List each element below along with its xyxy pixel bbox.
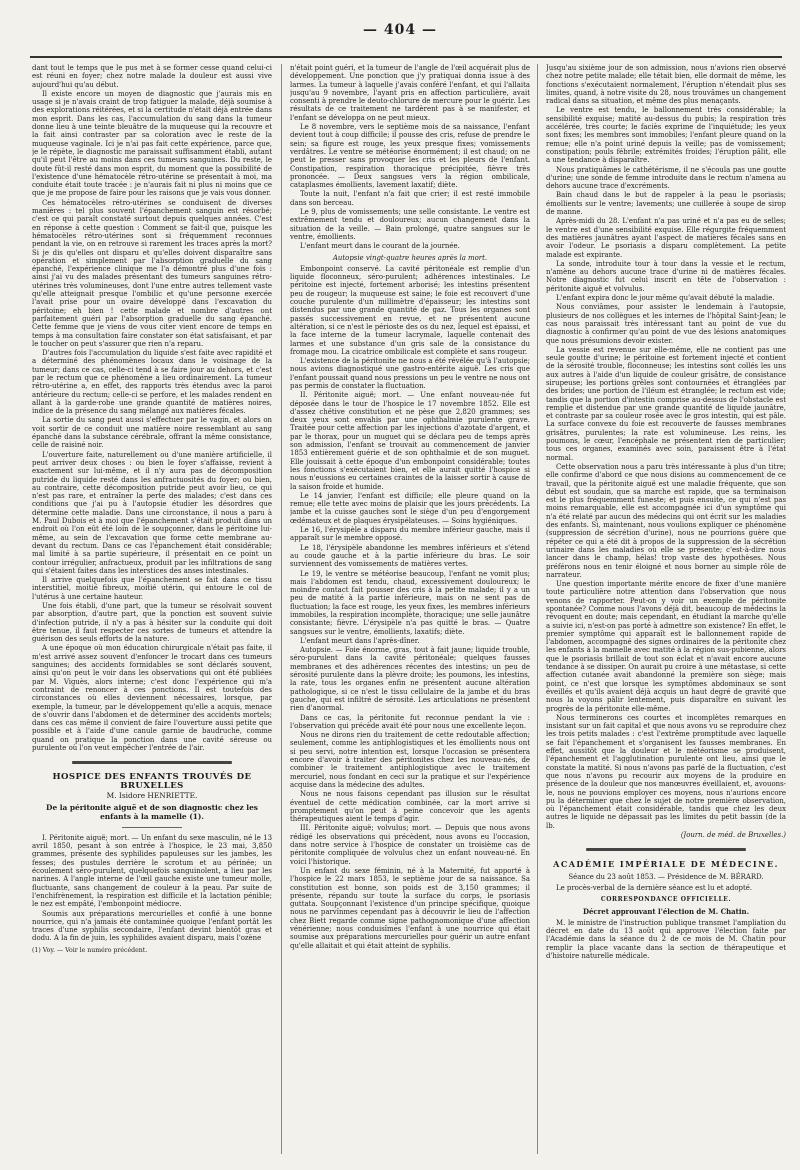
column-separator — [537, 64, 538, 1154]
paragraph: Il arrive quelquefois que l'épanchement se fait dans ce tissu interstitiel, moitié fibreux, moitié utérin, qui entoure le col de l'utérus à une certaine hauteur. — [32, 576, 272, 601]
journal-reference: (Journ. de méd. de Bruxelles.) — [680, 831, 786, 840]
paragraph: n'était point guéri, et la tumeur de l'angle de l'œil acquérait plus de développement. Une ponction que j'y pratiquai donna issue à des larmes. La tumeur à laquelle j'avais conféré l'enfant, et qui l'allaita jusqu'au 9 novembre, l'ayant pris en affection particulière, avait consenti à prendre le deuto-chlorure de mercure pour le guérir. Les résultats de ce traitement ne tardèrent pas à se manifester, et l'enfant se développa on ne peut mieux. — [290, 64, 530, 122]
paragraph: Bain chaud dans le but de rappeler à la peau le psoriasis; émollients sur le ventre; lavements; une cuillerée à soupe de sirop de manne. — [546, 191, 786, 217]
paragraph: dant tout le temps que le pus met à se former cesse quand celui-ci est réuni en foyer; chez notre malade la douleur est aussi vive aujourd'hui qu'au début. — [32, 64, 272, 89]
paragraph: Il existe encore un moyen de diagnostic que j'aurais mis en usage si je n'avais craint de trop fatiguer la malade, déjà soumise à des explorations réitérées, et si la certitude n'était déjà entrée dans mon esprit. Dans les cas, l'accumulation du sang dans la tumeur donne lieu à une teinte bleuâtre de la muqueuse qui la recouvre et la fait ainsi contraster par sa coloration avec le reste de la muqueuse vaginale. Ici je n'ai pas fait cette expérience, parce que, je le répète, le diagnostic me paraissait suffisamment établi, autant qu'il peut l'être au moins dans ces tumeurs sanguines. Du reste, le doute fût-il resté dans mon esprit, du moment que la possibilité de l'existence d'une hématocèle rétro-utérine se présentait à moi, ma conduite était toute tracée : je n'aurais fait ni plus ni moins que ce que je me propose de faire pour les raisons que je vais vous donner. — [32, 89, 272, 198]
column-separator — [281, 64, 282, 1154]
paragraph: Nous pratiquâmes le cathétérisme, il ne s'écoula pas une goutte d'urine; une sonde de femme introduite dans le rectum n'amena au dehors aucune trace d'excréments. — [546, 165, 786, 191]
paragraph: Le procès-verbal de la dernière séance est lu et adopté. — [556, 883, 753, 892]
column-middle — [290, 64, 530, 1154]
paragraph: Le 18, l'érysipèle abandonne les membres inférieurs et s'étend au coude gauche et à la partie inférieure du bras. Le soir surviennent des vomissements de matières vertes. — [290, 543, 530, 569]
column-right — [546, 64, 786, 1154]
paragraph: Ces hématocèles rétro-utérines se conduisent de diverses manières : tel plus souvent l'épanchement sanguin est résorbé; c'est ce qui paraît constaté surtout depuis quelques années. C'est en réponse à cette question : Comment se fait-il que, puisque les hématocèles rétro-utérines sont si fréquemment reconnues pendant la vie, on en retrouve si rarement les traces après la mort? Si je dis qu'elles ont disparu et qu'elles doivent disparaître sans opération et simplement par l'absorption graduelle du sang épanché, l'expérience clinique me l'a démontré plus d'une fois : ainsi j'ai vu des malades présentant des tumeurs sanguines rétro-utérines très volumineuses, dont l'une entre autres tellement vaste qu'elle atteignait presque l'ombilic et qu'une personne exercée l'avait prise pour un ovaire développé dans l'excavation du péritoine; eh bien ! cette malade et nombre d'autres ont parfaitement guéri par l'absorption graduelle du sang épanché. Cette femme que je viens de vous citer vient encore de temps en temps à ma consultation faire constater son état satisfaisant, et par le toucher on peut s'assurer que rien n'a reparu. — [32, 198, 272, 348]
small-rule — [122, 827, 182, 828]
section-divider — [72, 760, 232, 765]
paragraph: La sortie du sang peut aussi s'effectuer par le vagin, et alors on voit sortir de ce conduit une matière noire ressemblant au sang épanché dans la substance cérébrale, offrant la même consistance, celle de raisiné noir. — [32, 416, 272, 450]
paragraph: Le ventre est tendu, le ballonnement très considérable; la sensibilité exquise; matité au-dessus du pubis; la respiration très accélérée, très courte; le faciès exprime de l'inquiétude; les yeux sont fixes; les membres sont immobiles; l'enfant pleure quand on la remue; elle n'a point uriné depuis la veille; pas de vomissement; constipation; pouls fébrile; extrémités froides; l'éruption pâlit, elle a une tendance à disparaître. — [546, 106, 786, 165]
paragraph: L'enfant meurt dans l'après-dîner. — [300, 636, 420, 645]
academie-title: ACADÉMIE IMPÉRIALE DE MÉDECINE. — [553, 859, 779, 870]
footnote: (1) Voy. — Voir le numéro précédent. — [32, 946, 148, 954]
paragraph: Le 14 janvier, l'enfant est difficile; elle pleure quand on la remue; elle tette avec moins de plaisir que les jours précédents. La jambe et la cuisse gauches sont le siège d'un peu d'engorgement œdémateux et de plaques érysipélateuses. — Soins hygiéniques. — [290, 491, 530, 525]
paragraph: Dans ce cas, la péritonite fut reconnue pendant la vie : l'observation qui précède avait été pour nous une excellente leçon. — [290, 713, 530, 730]
paragraph: L'existence de la péritonite ne nous a été révélée qu'à l'autopsie; nous avions diagnostiqué une gastro-entérite aiguë. Les cris que l'enfant poussait quand nous pressions un peu le ventre ne nous ont pas permis de constater la fluctuation. — [290, 357, 530, 390]
column-left — [32, 64, 272, 1154]
paragraph: L'ouverture faite, naturellement ou d'une manière artificielle, il peut arriver deux choses : ou bien le foyer s'affaisse, revient à exactement sur lui-même, et il n'y aura pas de décomposition putride du liquide resté dans les anfractuosités du foyer; ou bien, au contraire, cette décomposition putride peut avoir lieu, ce qui n'est pas rare, et entraîner la perte des malades; c'est dans ces conditions que j'ai pu à l'autopsie étudier les désordres que détermine cette maladie. Dans une circonstance, il nous a paru à M. Paul Dubois et à moi que l'épanchement s'était produit dans un endroit où l'on eût été loin de le soupçonner, dans le péritoine lui-même, au sein de l'excavation que forme cette membrane au-devant du rectum. Dans ce cas l'épanchement était considérable; mal limité à sa partie supérieure, il présentait en ce point un contour irrégulier, anfractueux, produit par les infiltrations de sang qui s'étaient faites dans les interstices des anses intestinales. — [32, 450, 272, 575]
paragraph: Le 8 novembre, vers le septième mois de sa naissance, l'enfant devient tout à coup difficile; il pousse des cris, refuse de prendre le sein; sa figure est rouge, les yeux presque fixes; vomissements verdâtres. Le ventre se météorise énormément; il est chaud; on ne peut le presser sans provoquer les cris et les pleurs de l'enfant. Constipation, respiration thoracique précipitée, fièvre très prononcée. — Deux sangsues vers la région ombilicale, cataplasmes émollients, lavement laxatif; diète. — [290, 123, 530, 190]
paragraph: Nous terminerons ces courtes et incomplètes remarques en insistant sur un fait capital et que nous avons vu se reproduire chez les trois petits malades : c'est l'extrême promptitude avec laquelle se fait l'épanchement et s'organisent les fausses membranes. En effet, aussitôt que la douleur et le météorisme se produisent, l'épanchement et l'agglutination purulente ont lieu, ainsi que le constate la matité. Si nous n'avons pas parlé de la fluctuation, c'est que nous n'avons pu recourir aux moyens de la produire en présence de la douleur que nos manœuvres éveillaient, et, avouons-le, nous ne pouvions employer ces moyens, nous n'aurions encore pu la déterminer que chez le sujet de notre première observation, où l'épanchement était considérable, tandis que chez les deux autres le liquide ne dépassait pas les limites du petit bassin (de la lb. — [546, 713, 786, 830]
paragraph: Le 19, le ventre se météorise beaucoup, l'enfant ne vomit plus; mais l'abdomen est tendu, chaud, excessivement douloureux; le moindre contact fait pousser des cris à la petite malade; il y a un peu de matité à la partie inférieure, mais on ne sent pas de fluctuation; la face est rouge, les yeux fixes, les membres inférieurs immobiles, la respiration incomplète, thoracique; une selle jaunâtre consistante; fièvre. L'érysipèle n'a pas quitté le bras. — Quatre sangsues sur le ventre, émollients, laxatifs; diète. — [290, 569, 530, 636]
paragraph: I. Péritonite aiguë; mort. — Un enfant du sexe masculin, né le 13 avril 1850, pesant à son entrée à l'hospice, le 23 mai, 3,850 grammes, présente des syphilides papuleuses sur les jambes, les fesses; des pustules derrière le scrotum et au périnée; un écoulement séro-purulent, quelquefois sanguinolent, a lieu par les narines. A l'angle interne de l'œil gauche existe une tumeur molle, fluctuante, sans changement de couleur à la peau. Par suite de l'enchifrènement, la respiration est difficile et la lactation pénible; le nez est empâté, l'embonpoint médiocre. — [32, 833, 272, 909]
paragraph: Cette observation nous a paru très intéressante à plus d'un titre; elle confirme d'abord ce que nous disions au commencement de ce travail, que la péritonite aiguë est une maladie fréquente, que son début est soudain, que sa marche est rapide, que sa terminaison est le plus fréquemment funeste; et puis ensuite, ce qui n'est pas moins remarquable, elle est accompagnée ici d'un symptôme qui n'a été relaté par aucun des médecins qui ont écrit sur les maladies des enfants. Si, maintenant, nous voulions expliquer ce phénomène (suppression de sécrétion d'urine), nous ne pourrions guère que répéter ce qui a été dit à propos de la suppression de la sécrétion urinaire dans les maladies où elle se présente; c'est-à-dire nous lancer dans le champ, hélas! trop vaste des hypothèses. Nous préférons nous en tenir éloigné et nous borner au simple rôle de narrateur. — [546, 462, 786, 579]
paragraph: La vessie est revenue sur elle-même, elle ne contient pas une seule goutte d'urine; le péritoine est fortement injecté et contient de la sérosité trouble, floconneuse; les intestins sont collés les uns aux autres à l'aide d'un liquide de couleur grisâtre, de consistance sirupeuse; les portions grêles sont contournées et étranglées par des brides; une portion de l'iléum est étranglée; le rectum est vide; tandis que la portion d'intestin comprise au-dessus de l'obstacle est remplie et distendue par une grande quantité de liquide jaunâtre, et contraste par sa couleur rosée avec le gros intestin, qui est pâle. La surface convexe du foie est recouverte de fausses membranes grisâtres, purulentes; la rate est volumineuse. Les reins, les poumons, le cœur, l'encéphale ne présentent rien de particulier; tous ces organes, examinés avec soin, paraissent être à l'état normal. — [546, 345, 786, 462]
paragraph: Toute la nuit, l'enfant n'a fait que crier; il est resté immobile dans son berceau. — [290, 190, 530, 207]
paragraph: Un enfant du sexe féminin, né à la Maternité, fut apporté à l'hospice le 22 mars 1853, le septième jour de sa naissance. Sa constitution est bonne, son poids est de 3,150 grammes; il présente, répandu sur toute la surface du corps, le psoriasis guttata. Soupçonnant l'existence d'un principe spécifique, quoique nous ne parvînmes cependant pas à découvrir le lieu de l'affection chez Biett regarde comme signe pathognomonique d'une affection vénérienne; nous conduisîmes l'enfant à une nourrice qui était soumise aux préparations mercurielles pour guérir un autre enfant qu'elle allaitait et qui était atteint de syphilis. — [290, 866, 530, 950]
section-author: M. Isidore HENRIETTE. — [106, 790, 198, 800]
paragraph: Autopsie. — Foie énorme, gras, tout à fait jaune; liquide trouble, séro-purulent dans la cavité péritonéale; quelques fausses membranes et des adhérences récentes des intestins; un peu de sérosité purulente dans la plèvre droite; les poumons, les intestins, la rate, tous les organes enfin ne présentent aucune altération pathologique, si ce n'est le tissu cellulaire de la jambe et du bras gauche, qui est infiltré de sérosité. Les articulations ne présentent rien d'anormal. — [290, 646, 530, 713]
paragraph: Nous ne dirons rien du traitement de cette redoutable affection; seulement, comme les antiphlogistiques et les émollients nous ont si peu servi, notre intention est, lorsque l'occasion se présentera encore d'avoir à traiter des péritonites chez les nouveau-nés, de combiner le traitement antiphlogistique avec le traitement mercuriel, nous fondant en ceci sur la pratique et sur l'expérience acquise dans la médecine des adultes. — [290, 731, 530, 789]
paragraph: Nous ne nous faisons cependant pas illusion sur le résultat éventuel de cette médication combinée, car la mort arrive si promptement qu'on peut à peine concevoir que les agents thérapeutiques aient le temps d'agir. — [290, 790, 530, 824]
paragraph: Une fois établi, d'une part, que la tumeur se résolvait souvent par absorption, d'autre part, que la ponction est souvent suivie d'infection putride, il n'y a pas à hésiter sur la conduite qui doit être tenue, il faut respecter ces sortes de tumeurs et attendre la guérison des seuls efforts de la nature. — [32, 602, 272, 644]
paragraph: Embonpoint conservé. La cavité péritonéale est remplie d'un liquide floconneux, séro-purulent; adhérences intestinales. Le péritoine est injecté, fortement arborisé; les intestins présentent peu de rougeur; la muqueuse est saine; le foie est recouvert d'une couche purulente d'un millimètre d'épaisseur; les intestins sont distendus par une grande quantité de gaz. Tous les organes sont passés successivement en revue, et ne présentent aucune altération, si ce n'est le périoste des os du nez, lequel est épaissi, et la face interne de la tumeur lacrymale, laquelle contenait des larmes et une substance d'un gris sale de la consistance du fromage mou. La cicatrice ombilicale est complète et sans rougeur. — [290, 264, 530, 356]
paragraph: Le 16, l'érysipèle a disparu du membre inférieur gauche, mais il apparaît sur le membre opposé. — [290, 526, 530, 543]
paragraph: III. Péritonite aiguë; volvulus; mort. — Depuis que nous avons rédigé les observations qui précèdent, nous avons eu l'occasion, dans notre service à l'hospice de constater un troisième cas de péritonite compliquée de volvulus chez un enfant nouveau-né. En voici l'historique. — [290, 824, 530, 866]
paragraph: Soumis aux préparations mercurielles et confié à une bonne nourrice, qui n'a jamais été contaminée quoique l'enfant portât les traces d'une syphilis secondaire, l'enfant devint bientôt gras et dodu. A la fin de juin, les syphilides avaient disparu, mais l'ozène — [32, 909, 272, 943]
section-title: HOSPICE DES ENFANTS TROUVÉS DE BRUXELLES — [52, 772, 252, 791]
paragraph: II. Péritonite aiguë; mort. — Une enfant nouveau-née fut déposée dans le tour de l'hospice le 17 novembre 1852. Elle est d'assez chétive constitution et ne pèse que 2,820 grammes; ses deux yeux sont envahis par une ophthalmie purulente grave. Traitée pour cette affection par les injections d'azotate d'argent, et par le thorax, pour un muguet qui se déclara peu de temps après son admission, l'enfant se trouvait au commencement de janvier 1853 entièrement guérie et de son ophthalmie et de son muguet. Elle jouissait à cette époque d'un embonpoint considérable; toutes les fonctions s'exécutaient bien, et elle aurait quitté l'hospice si nous n'eussions eu certaines craintes de la laisser sortir à cause de la saison froide et humide. — [290, 391, 530, 491]
paragraph: La sonde, introduite tour à tour dans la vessie et le rectum, n'amène au dehors aucune trace d'urine ni de matières fécales. Notre diagnostic fut celui inscrit en tête de l'observation : péritonite aiguë et volvulus. — [546, 259, 786, 293]
paragraph: L'enfant meurt dans le courant de la journée. — [300, 242, 460, 251]
paragraph: L'enfant expira donc le jour même qu'avait débuté la maladie. — [556, 294, 775, 303]
header-rule — [30, 56, 782, 58]
page-number: — 404 — — [363, 22, 437, 38]
section-subtitle: De la péritonite aiguë et de son diagnostic chez les enfants à la mamelle (1). — [46, 803, 258, 821]
paragraph: M. le ministre de l'instruction publique transmet l'ampliation du décret en date du 13 août qui approuve l'élection faite par l'Académie dans la séance du 2 de ce mois de M. Chatin pour remplir la place vacante dans la section de thérapeutique et d'histoire naturelle médicale. — [546, 918, 786, 960]
section-divider — [586, 847, 746, 852]
correspondance-title: CORRESPONDANCE OFFICIELLE. — [600, 896, 732, 904]
academie-seance: Séance du 23 août 1853. — Présidence de M. BÉRARD. — [568, 872, 764, 881]
paragraph: Nous conviâmes, pour assister le lendemain à l'autopsie, plusieurs de nos collègues et les internes de l'hôpital Saint-Jean; le cas nous paraissait très intéressant tant au point de vue du diagnostic à confirmer qu'au point de vue des lésions anatomiques que nous présumions devoir exister. — [546, 303, 786, 345]
paragraph: Le 9, plus de vomissements; une selle consistante. Le ventre est extrêmement tendu et douloureux; aucun changement dans la situation de la veille. — Bain prolongé, quatre sangsues sur le ventre, émollients. — [290, 208, 530, 241]
paragraph: Après-midi du 28. L'enfant n'a pas uriné et n'a pas eu de selles; le ventre est d'une sensibilité exquise. Elle régurgite fréquemment des matières jaunâtres ayant l'aspect de matières fécales sans en avoir l'odeur. Le psoriasis a disparu complètement. La petite malade est expirante. — [546, 217, 786, 259]
autopsy-heading: Autopsie vingt-quatre heures après la mort. — [332, 253, 488, 262]
paragraph: Une question importante mérite encore de fixer d'une manière toute particulière notre attention dans l'observation que nous venons de rapporter. Peut-on y voir un exemple de péritonite spontanée? Comme nous l'avons déjà dit, beaucoup de médecins la révoquent en doute; mais cependant, en étudiant la marche qu'elle a suivie ici, n'est-on pas porté à admettre son existence? En effet, le premier symptôme qui apparaît est le ballonnement rapide de l'abdomen, accompagné des signes ordinaires de la péritonite chez les enfants à la mamelle avec matité à la région sus-pubienne, alors que le psoriasis brillait de tout son éclat et n'avait encore aucune tendance à se dissiper. On aurait pu croire à une métastase, si cette affection cutanée avait abandonné la première son siège; mais point, ce n'est que lorsque les symptômes abdominaux se sont éveillés et qu'ils avaient déjà acquis un haut degré de gravité que nous la voyons pâlir lentement, puis disparaître en suivant les progrès de la péritonite elle-même. — [546, 580, 786, 713]
paragraph: Jusqu'au sixième jour de son admission, nous n'avions rien observé chez notre petite malade; elle tétait bien, elle dormait de même, les fonctions s'exécutaient normalement, l'éruption n'étendait plus ses limites, quand, à notre visite du 28, nous trouvâmes un changement radical dans sa situation, et même des plus menaçants. — [546, 64, 786, 106]
paragraph: A une époque où mon éducation chirurgicale n'était pas faite, il m'est arrivé assez souvent d'enfoncer le trocart dans ces tumeurs sanguines; des accidents formidables se sont déclarés souvent, ainsi qu'on peut le voir dans les observations qui ont été publiées par M. Viguès, alors interne; c'est donc l'expérience qui m'a contraint de renoncer à ces ponctions. Il est toutefois des circonstances où elles deviennent nécessaires, lorsque, par exemple, la tumeur, par le développement qu'elle a acquis, menace de s'ouvrir dans l'abdomen et de déterminer des accidents mortels; dans ces cas même il convient de faire l'ouverture aussi petite que possible et à l'aide d'une canule garnie de baudruche, comme quand on pratique la ponction dans une cavité séreuse ou purulente où l'on veut empêcher l'entrée de l'air. — [32, 644, 272, 753]
decret-heading: Décret approuvant l'élection de M. Chatin. — [583, 906, 749, 916]
paragraph: D'autres fois l'accumulation du liquide s'est faite avec rapidité et a déterminé des phénomènes locaux dans le voisinage de la tumeur; dans ce cas, celle-ci tend à se faire jour au dehors, et c'est par le rectum que ce phénomène a lieu ordinairement. La tumeur rétro-utérine a, en effet, des rapports très étendus avec la paroi antérieure du rectum; celle-ci se perfore, et les malades rendent en allant à la garde-robe une grande quantité de matières noires, indice de la présence du sang mélangé aux matières fécales. — [32, 349, 272, 416]
